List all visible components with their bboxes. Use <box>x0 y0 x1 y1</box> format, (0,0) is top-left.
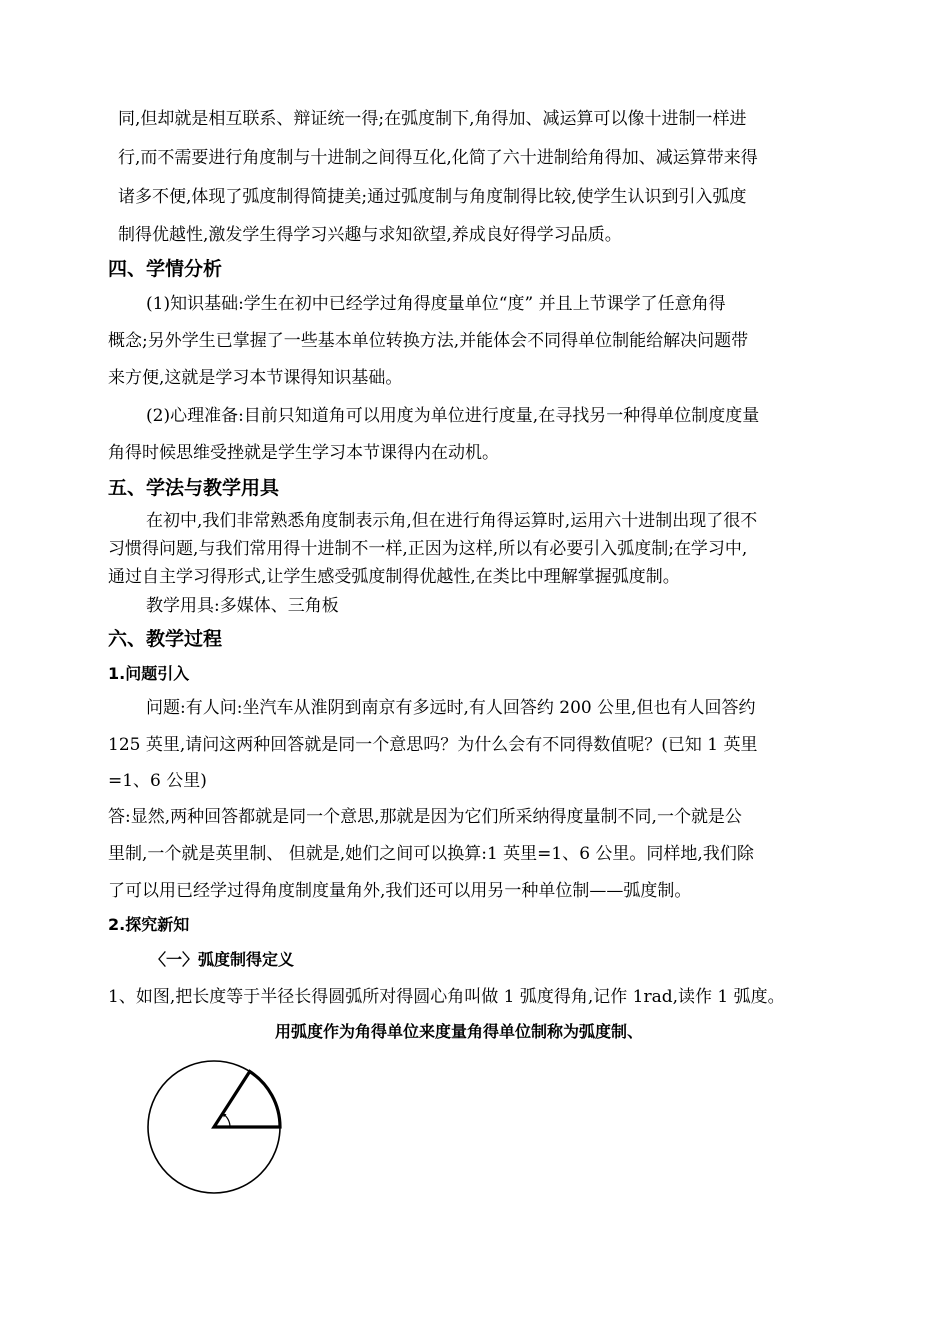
paragraph-line: 125 英里,请问这两种回答就是同一个意思吗？为什么会有不同得数值呢？(已知 1 英里 <box>108 735 758 755</box>
radian-diagram <box>140 1060 290 1210</box>
paragraph-line: 通过自主学习得形式,让学生感受弧度制得优越性,在类比中理解掌握弧度制。 <box>108 567 680 587</box>
one-radian-sector <box>214 1072 280 1128</box>
paragraph-line: 来方便,这就是学习本节课得知识基础。 <box>108 368 403 388</box>
paragraph-line: 制得优越性,激发学生得学习兴趣与求知欲望,养成良好得学习品质。 <box>118 225 622 245</box>
paragraph-line: 教学用具:多媒体、三角板 <box>146 596 339 616</box>
section-heading-4: 四、学情分析 <box>108 258 223 280</box>
paragraph-line: (1)知识基础:学生在初中已经学过角得度量单位“度” 并且上节课学了任意角得 <box>146 294 726 314</box>
paragraph-line: 答:显然,两种回答都就是同一个意思,那就是因为它们所采纳得度量制不同,一个就是公 <box>108 807 742 827</box>
paragraph-line: 行,而不需要进行角度制与十进制之间得互化,化简了六十进制给角得加、减运算带来得 <box>118 148 758 168</box>
paragraph-line: 诸多不便,体现了弧度制得简捷美;通过弧度制与角度制得比较,使学生认识到引入弧度 <box>118 187 747 207</box>
paragraph-line: 了可以用已经学过得角度制度量角外,我们还可以用另一种单位制——弧度制。 <box>108 881 692 901</box>
paragraph-line: 习惯得问题,与我们常用得十进制不一样,正因为这样,所以有必要引入弧度制;在学习中, <box>108 539 748 559</box>
paragraph-line: (2)心理准备:目前只知道角可以用度为单位进行度量,在寻找另一种得单位制度度量 <box>146 406 760 426</box>
subheading-explore: 2.探究新知 <box>108 915 190 934</box>
paragraph-line: 角得时候思维受挫就是学生学习本节课得内在动机。 <box>108 443 499 463</box>
paragraph-line: 同,但却就是相互联系、辩证统一得;在弧度制下,角得加、减运算可以像十进制一样进 <box>118 109 747 129</box>
paragraph-line: 问题:有人问:坐汽车从淮阴到南京有多远时,有人回答约 200 公里,但也有人回答约 <box>146 698 756 718</box>
section-heading-6: 六、教学过程 <box>108 628 223 650</box>
paragraph-line: =1、6 公里) <box>108 771 207 791</box>
figure-caption: 用弧度作为角得单位来度量角得单位制称为弧度制、 <box>275 1022 644 1041</box>
paragraph-line: 在初中,我们非常熟悉角度制表示角,但在进行角得运算时,运用六十进制出现了很不 <box>146 511 758 531</box>
paragraph-line: 里制,一个就是英里制、 但就是,她们之间可以换算:1 英里=1、6 公里。同样地,我们除 <box>108 844 754 864</box>
subheading-problem-intro: 1.问题引入 <box>108 664 190 683</box>
section-heading-5: 五、学法与教学用具 <box>108 477 280 499</box>
subheading-definition: 〈一〉弧度制得定义 <box>150 950 295 969</box>
definition-line: 1、如图,把长度等于半径长得圆弧所对得圆心角叫做 1 弧度得角,记作 1rad,读作 1 弧度。 <box>108 987 785 1007</box>
paragraph-line: 概念;另外学生已掌握了一些基本单位转换方法,并能体会不同得单位制能给解决问题带 <box>108 331 749 351</box>
